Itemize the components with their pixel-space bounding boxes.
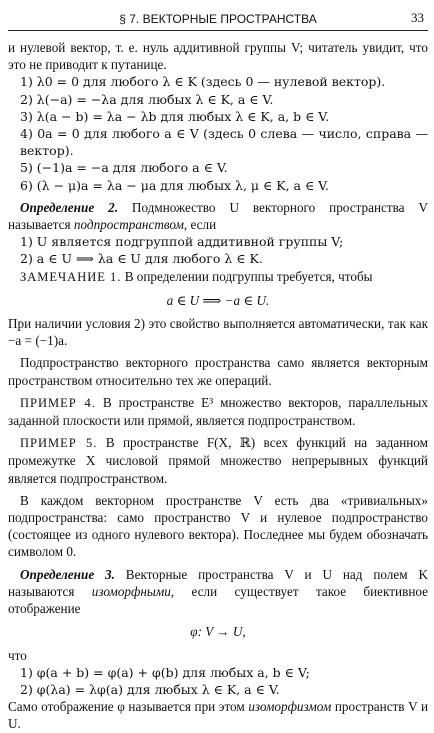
example-4 bbox=[8, 394, 428, 429]
isomorphism-condition-2: 2) φ(λa) = λφ(a) для любых λ ∈ K, a ∈ V. bbox=[20, 681, 280, 697]
example-4-label: ПРИМЕР 4. bbox=[20, 395, 96, 410]
definition-2-condition-1: 1) U является подгруппой аддитивной группы V; bbox=[20, 234, 344, 250]
isomorphism-condition-1: 1) φ(a + b) = φ(a) + φ(b) для любых a, b ∈ V; bbox=[20, 664, 310, 680]
definition-2-condition-2: 2) a ∈ U ⟹ λa ∈ U для любого λ ∈ K. bbox=[20, 251, 263, 267]
page-content bbox=[8, 31, 428, 733]
remark-1-text: В определении подгруппы требуется, чтобы bbox=[121, 268, 373, 284]
definition-2-text: Подмножество U векторного пространства V называется bbox=[8, 199, 428, 233]
remark-1 bbox=[8, 268, 428, 286]
definition-3-label: Определение 3. bbox=[20, 566, 115, 582]
after-remark-paragraph: При наличии условия 2) это свойство выполняется автоматически, так как −a = (−1)a. bbox=[8, 316, 428, 349]
definition-3-formula: φ: V → U, bbox=[190, 624, 246, 640]
property-3: 3) λ(a − b) = λa − λb для любых λ ∈ K, a, b ∈ V. bbox=[20, 108, 330, 124]
remark-1-formula: a ∈ U ⟹ −a ∈ U. bbox=[166, 292, 270, 308]
final-term: изоморфизмом bbox=[248, 699, 332, 715]
property-6: 6) (λ − μ)a = λa − μa для любых λ, μ ∈ K, a ∈ V. bbox=[20, 177, 330, 193]
example-5-label: ПРИМЕР 5. bbox=[20, 436, 98, 451]
definition-2-term: подпространством bbox=[73, 217, 184, 233]
property-2: 2) λ(−a) = −λa для любых λ ∈ K, a ∈ V. bbox=[20, 91, 274, 107]
intro-paragraph: и нулевой вектор, т. е. нуль аддитивной группы V; читатель увидит, что это не приводит к путанице. bbox=[8, 40, 428, 73]
definition-3 bbox=[8, 566, 428, 618]
subspace-paragraph: Подпространство векторного пространства само является векторным пространством относительно тех же операций. bbox=[8, 355, 428, 388]
trivial-subspaces-paragraph: В каждом векторном пространстве V есть два «тривиальных» подпространства: само пространство V и нулевое подпространство (состоящее из одного нулевого вектора). Последнее мы будем обозначать символом 0. bbox=[8, 492, 428, 560]
section-title: § 7. ВЕКТОРНЫЕ ПРОСТРАНСТВА bbox=[119, 12, 317, 26]
page-number: 33 bbox=[411, 10, 424, 25]
final-paragraph bbox=[8, 698, 428, 732]
property-5: 5) (−1)a = −a для любого a ∈ V. bbox=[20, 160, 228, 176]
definition-3-end: , если существует такое биективное отображение bbox=[8, 583, 428, 617]
example-5-text: В пространстве F(X, ℝ) всех функций на заданном промежутке X числовой прямой множество непрерывных функций является подпространством. bbox=[8, 435, 428, 486]
definition-3-term: изоморфными bbox=[91, 583, 171, 599]
example-4-text: В пространстве E³ множество векторов, параллельных заданной плоскости или прямой, является подпространством. bbox=[8, 394, 428, 429]
definition-3-text: Векторные пространства V и U над полем K называются bbox=[8, 566, 428, 599]
property-4: 4) 0a = 0 для любого a ∈ V (здесь 0 слева — число, справа — вектор). bbox=[20, 126, 428, 159]
final-text-a: Само отображение φ называется при этом bbox=[8, 699, 249, 715]
final-text-b: пространств V и U. bbox=[8, 699, 428, 732]
definition-2-label: Определение 2. bbox=[20, 199, 118, 215]
remark-1-label: ЗАМЕЧАНИЕ 1. bbox=[20, 269, 122, 284]
running-header bbox=[8, 4, 428, 31]
chto-word: что bbox=[8, 647, 27, 663]
definition-2 bbox=[8, 199, 428, 233]
property-1: 1) λ0 = 0 для любого λ ∈ K (здесь 0 — нулевой вектор). bbox=[20, 74, 386, 90]
example-5 bbox=[8, 434, 428, 487]
definition-2-end: , если bbox=[183, 217, 217, 233]
